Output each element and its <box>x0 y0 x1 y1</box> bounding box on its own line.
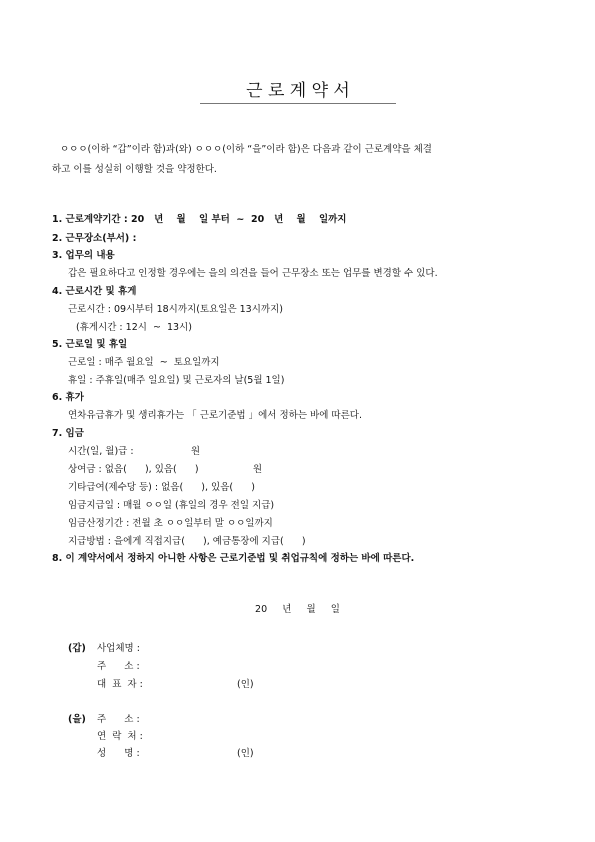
party-b-name: 성 명 : <box>97 748 140 759</box>
section-workplace: 2. 근무장소(부서) : <box>52 233 137 244</box>
bonus-text: 상여금 : 없음( ), 있음( ) 원 <box>68 464 263 475</box>
intro-line-2: 하고 이를 성실히 이행할 것을 약정한다. <box>52 164 217 175</box>
party-b-label: (을) <box>68 714 86 725</box>
workdays-text: 근로일 : 매주 월요일 ~ 토요일까지 <box>68 357 220 368</box>
document-title: 근 로 계 약 서 <box>246 81 350 101</box>
payday-text: 임금지급일 : 매월 ㅇㅇ일 (휴일의 경우 전일 지급) <box>68 500 275 511</box>
section-duties-heading: 3. 업무의 내용 <box>52 250 115 261</box>
section-contract-period: 1. 근로계약기간 : 20 년 월 일 부터 ~ 20 년 월 일까지 <box>52 214 347 225</box>
pay-period-text: 임금산정기간 : 전월 초 ㅇㅇ일부터 말 ㅇㅇ일까지 <box>68 518 273 529</box>
party-b-seal: (인) <box>237 748 254 759</box>
party-a-business: 사업체명 : <box>97 643 140 654</box>
title-underline <box>200 103 396 104</box>
party-a-representative: 대 표 자 : <box>97 679 143 690</box>
section-other-terms: 8. 이 계약서에서 정하지 아니한 사항은 근로기준법 및 취업규칙에 정하는 바에 따른다. <box>52 553 415 564</box>
intro-line-1: ㅇㅇㅇ(이하 “갑”이라 함)과(와) ㅇㅇㅇ(이하 “을”이라 함)은 다음과 같이 근로계약을 체결 <box>60 144 432 155</box>
contract-date: 20 년 월 일 <box>255 604 340 615</box>
party-a-seal: (인) <box>237 679 254 690</box>
section-wage-heading: 7. 임금 <box>52 428 84 439</box>
party-b-address: 주 소 : <box>97 714 140 725</box>
working-hours-text: 근로시간 : 09시부터 18시까지(토요일은 13시까지) <box>68 304 283 315</box>
break-time-text: (휴게시간 : 12시 ~ 13시) <box>76 322 192 333</box>
wage-rate-text: 시간(일, 월)급 : 원 <box>68 446 201 457</box>
party-b-contact: 연 락 처 : <box>97 731 143 742</box>
other-pay-text: 기타급여(제수당 등) : 없음( ), 있음( ) <box>68 482 255 493</box>
section-duties-text: 갑은 필요하다고 인정할 경우에는 을의 의견을 들어 근무장소 또는 업무를 변경할 수 있다. <box>68 268 438 279</box>
section-leave-heading: 6. 휴가 <box>52 392 84 403</box>
party-a-address: 주 소 : <box>97 661 140 672</box>
holidays-text: 휴일 : 주휴일(매주 일요일) 및 근로자의 날(5월 1일) <box>68 375 285 386</box>
section-workdays-heading: 5. 근로일 및 휴일 <box>52 339 128 350</box>
leave-text: 연차유급휴가 및 생리휴가는 「 근로기준법 」에서 정하는 바에 따른다. <box>68 410 362 421</box>
payment-method-text: 지급방법 : 을에게 직접지급( ), 예금통장에 지급( ) <box>68 536 306 547</box>
section-hours-heading: 4. 근로시간 및 휴게 <box>52 286 137 297</box>
intro-paragraph <box>52 140 552 180</box>
party-a-label: (갑) <box>68 643 86 654</box>
